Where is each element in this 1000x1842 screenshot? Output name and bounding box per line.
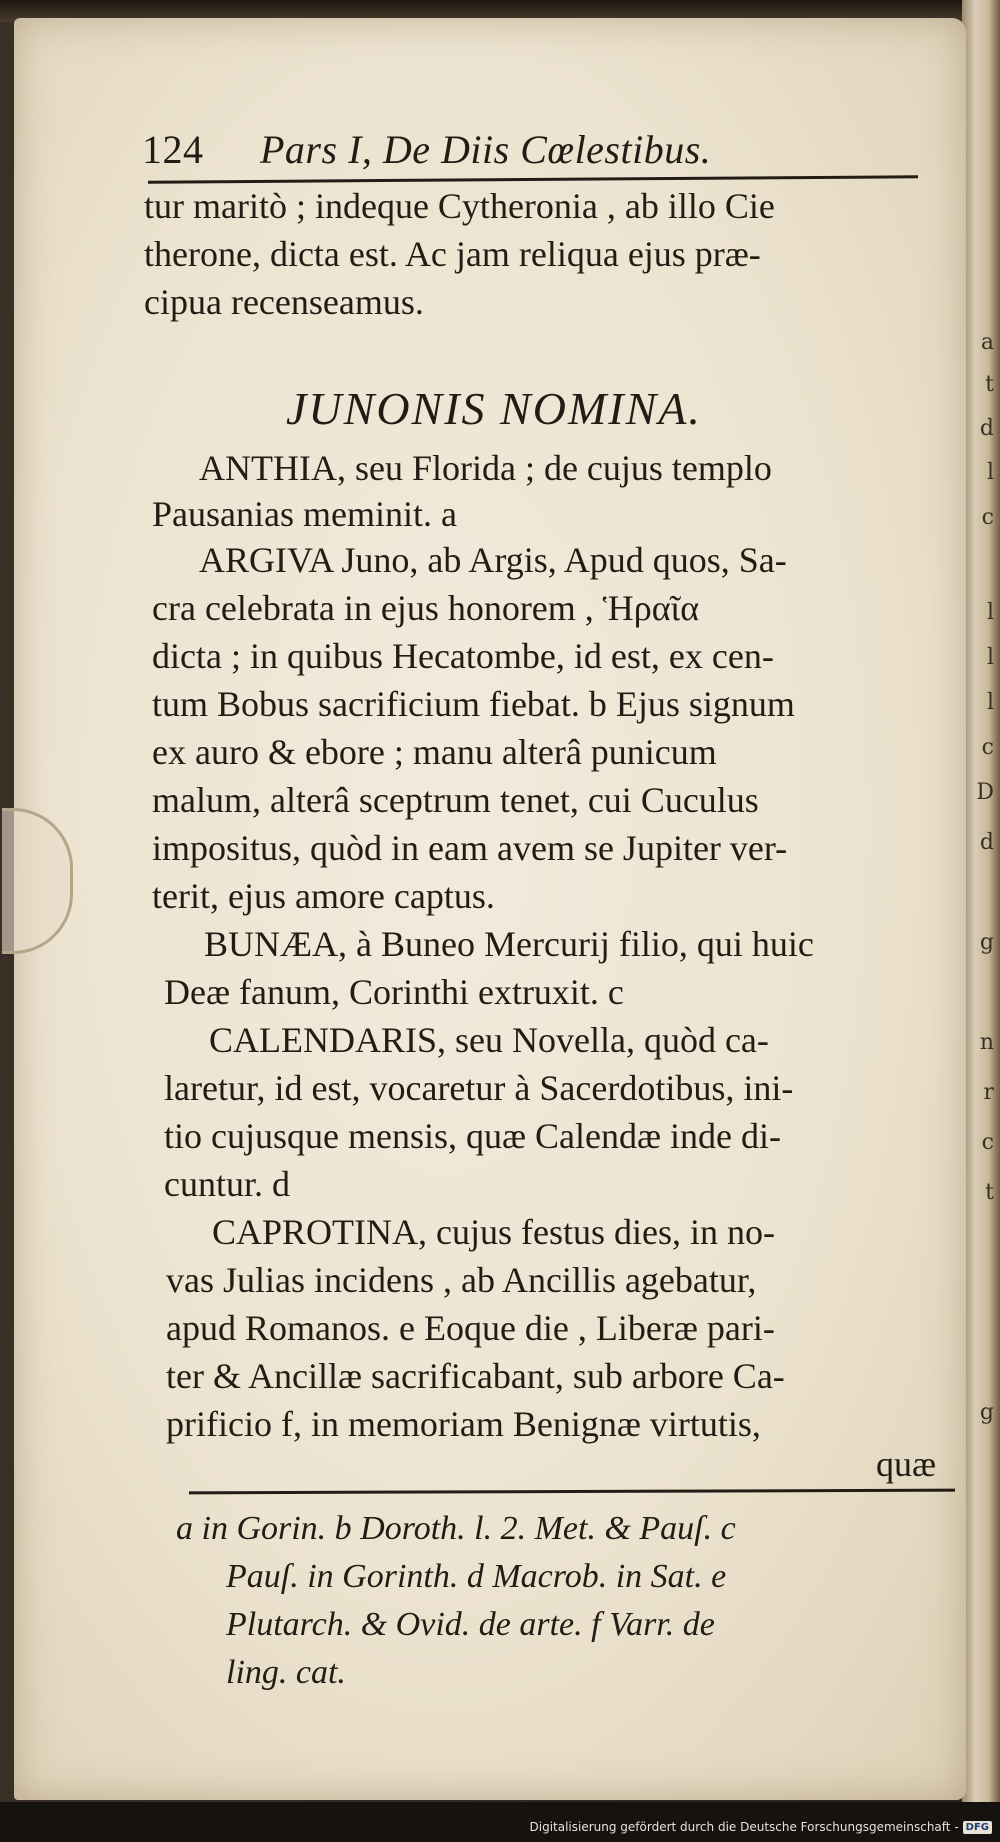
footnote-line: Pauſ. in Gorinth. d Macrob. in Sat. e (226, 1558, 727, 1595)
entry-line: dicta ; in quibus Hecatombe, id est, ex cen- (152, 636, 774, 676)
entry-line: terit, ejus amore captus. (152, 876, 495, 916)
margin-fragment: n (979, 1030, 994, 1055)
entry-line: malum, alterâ sceptrum tenet, cui Cuculus (152, 780, 759, 820)
page-clip (2, 808, 73, 954)
body-line: therone, dicta est. Ac jam reliqua ejus præ- (144, 234, 761, 274)
entry-line: cra celebrata in ejus honorem , Ἡραῖα (152, 588, 700, 628)
margin-fragment: D (976, 780, 994, 805)
header-rule (148, 175, 918, 183)
digitization-credit (530, 1820, 993, 1834)
margin-fragment: c (981, 735, 994, 760)
entry-line: laretur, id est, vocaretur à Sacerdotibus, ini- (164, 1068, 794, 1108)
entry-line: impositus, quòd in eam avem se Jupiter ver- (152, 828, 788, 868)
entry-line: ter & Ancillæ sacrificabant, sub arbore Ca- (166, 1356, 785, 1396)
margin-fragment: c (981, 1130, 994, 1155)
footnote-line: a in Gorin. b Doroth. l. 2. Met. & Pauſ. c (176, 1510, 736, 1547)
margin-fragment: l (986, 600, 994, 625)
catchword: quæ (876, 1444, 937, 1484)
margin-fragment: r (983, 1080, 994, 1105)
margin-fragment: g (979, 930, 994, 955)
body-line: tur maritò ; indeque Cytheronia , ab illo Cie (144, 186, 775, 226)
footnote-rule (189, 1489, 955, 1495)
entry-line: Pausanias meminit. a (152, 494, 457, 534)
margin-fragment: a (980, 330, 994, 355)
footnote-line: ling. cat. (226, 1654, 346, 1691)
body-line: cipua recenseamus. (144, 282, 424, 322)
margin-fragment: c (981, 505, 994, 530)
entry-line: vas Julias incidens , ab Ancillis agebatur, (166, 1260, 757, 1300)
margin-fragment: d (979, 416, 994, 441)
entry-line: apud Romanos. e Eoque die , Liberæ pari- (166, 1308, 775, 1348)
entry-line: cuntur. d (164, 1164, 290, 1204)
dfg-logo: DFG (963, 1821, 992, 1834)
entry-line: CAPROTINA, cujus festus dies, in no- (212, 1212, 775, 1252)
running-head (142, 126, 922, 176)
entry-line: ex auro & ebore ; manu alterâ punicum (152, 732, 717, 772)
margin-fragment: t (985, 1180, 994, 1205)
book-page (14, 18, 966, 1800)
section-heading: JUNONIS NOMINA. (286, 383, 702, 434)
margin-fragment: t (985, 372, 994, 397)
entry-line: tum Bobus sacrificium fiebat. b Ejus signum (152, 684, 795, 724)
margin-fragment: g (979, 1400, 994, 1425)
margin-fragment: l (986, 645, 994, 670)
entry-line: BUNÆA, à Buneo Mercurij filio, qui huic (204, 924, 814, 964)
entry-line: tio cujusque mensis, quæ Calendæ inde di- (164, 1116, 781, 1156)
margin-fragment: l (986, 690, 994, 715)
entry-line: prificio f, in memoriam Benignæ virtutis, (166, 1404, 761, 1444)
entry-line: ARGIVA Juno, ab Argis, Apud quos, Sa- (199, 540, 787, 580)
running-title: Pars I, De Diis Cœlestibus. (260, 127, 712, 172)
entry-line: CALENDARIS, seu Novella, quòd ca- (209, 1020, 769, 1060)
footnote-line: Plutarch. & Ovid. de arte. f Varr. de (226, 1606, 715, 1643)
margin-fragment: d (979, 830, 994, 855)
facing-page-edge (962, 0, 1000, 1842)
credit-text: Digitalisierung gefördert durch die Deutsche Forschungsgemeinschaft - (529, 1820, 959, 1834)
page-number: 124 (142, 127, 204, 172)
entry-line: ANTHIA, seu Florida ; de cujus templo (199, 448, 772, 488)
margin-fragment: l (986, 460, 994, 485)
entry-line: Deæ fanum, Corinthi extruxit. c (164, 972, 624, 1012)
